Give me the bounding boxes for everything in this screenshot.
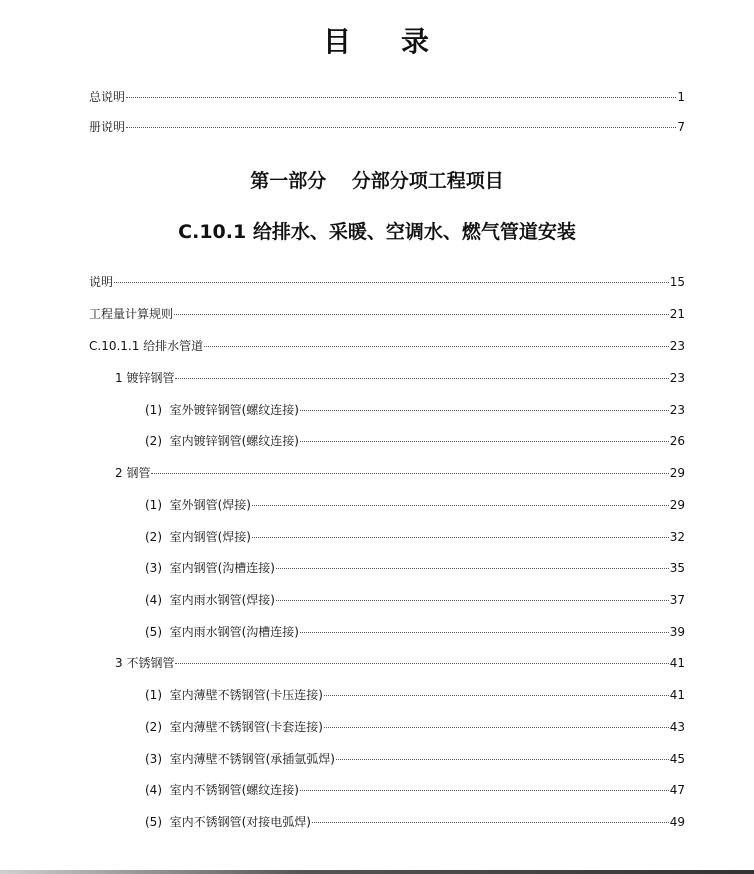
toc-entry-page: 26 <box>669 434 685 448</box>
toc-entry-label: (5) 室内雨水钢管(沟槽连接) <box>145 625 299 639</box>
leader-dots <box>276 568 669 569</box>
toc-entry-general-notes[interactable] <box>89 89 685 105</box>
toc-entry-page: 29 <box>669 498 685 512</box>
toc-entry-label: (2) 室内镀锌钢管(螺纹连接) <box>145 434 299 448</box>
part-heading: 第一部分 分部分项工程项目 <box>250 170 504 192</box>
leader-dots <box>175 663 668 664</box>
toc-entry[interactable] <box>145 782 685 798</box>
toc-entry-label: (4) 室内不锈钢管(螺纹连接) <box>145 783 299 797</box>
page-bottom-edge <box>0 870 754 874</box>
leader-dots <box>204 346 669 347</box>
toc-entry-volume-notes[interactable] <box>89 119 685 135</box>
toc-entry[interactable] <box>115 370 685 386</box>
toc-entry-label: (1) 室外钢管(焊接) <box>145 498 251 512</box>
toc-entry-page: 32 <box>669 530 685 544</box>
toc-entry-label: (2) 室内钢管(焊接) <box>145 530 251 544</box>
leader-dots <box>324 695 669 696</box>
toc-entry-label: 工程量计算规则 <box>89 307 174 321</box>
leader-dots <box>312 822 669 823</box>
toc-entry-page: 49 <box>669 815 685 829</box>
leader-dots <box>175 378 668 379</box>
toc-entry-label: 1 镀锌钢管 <box>115 371 175 385</box>
leader-dots <box>300 632 669 633</box>
leader-dots <box>300 441 669 442</box>
toc-entry[interactable] <box>145 814 685 830</box>
toc-entry-label: (3) 室内钢管(沟槽连接) <box>145 561 275 575</box>
toc-entry[interactable] <box>145 402 685 418</box>
toc-entry-label: (3) 室内薄壁不锈钢管(承插氩弧焊) <box>145 752 335 766</box>
leader-dots <box>336 759 669 760</box>
leader-dots <box>151 473 668 474</box>
leader-dots <box>252 537 669 538</box>
toc-entry-label: C.10.1.1 给排水管道 <box>89 339 204 353</box>
toc-entry-label: (5) 室内不锈钢管(对接电弧焊) <box>145 815 311 829</box>
toc-entry-page: 29 <box>669 466 685 480</box>
toc-entry-label: 说明 <box>89 275 114 289</box>
toc-entry-page: 43 <box>669 720 685 734</box>
toc-entry-page: 35 <box>669 561 685 575</box>
toc-entry[interactable] <box>145 624 685 640</box>
toc-entry[interactable] <box>145 719 685 735</box>
toc-entry[interactable] <box>89 306 685 322</box>
leader-dots <box>126 97 676 98</box>
toc-entry-page: 23 <box>669 371 685 385</box>
toc-entry-page: 21 <box>669 307 685 321</box>
page-title <box>0 20 754 60</box>
toc-entry[interactable] <box>145 433 685 449</box>
toc-entry-page: 37 <box>669 593 685 607</box>
toc-entry-page: 1 <box>677 90 685 104</box>
toc-entry-label: 总说明 <box>89 90 126 104</box>
toc-entry-label: (1) 室外镀锌钢管(螺纹连接) <box>145 403 299 417</box>
leader-dots <box>114 282 669 283</box>
toc-entry[interactable] <box>145 592 685 608</box>
toc-entry[interactable] <box>145 560 685 576</box>
leader-dots <box>300 410 669 411</box>
toc-entry-page: 23 <box>669 339 685 353</box>
toc-entry[interactable] <box>145 497 685 513</box>
toc-entry-page: 47 <box>669 783 685 797</box>
leader-dots <box>252 505 669 506</box>
toc-entry[interactable] <box>89 338 685 354</box>
toc-entry-page: 41 <box>669 688 685 702</box>
toc-entry[interactable] <box>145 687 685 703</box>
toc-entry[interactable] <box>115 465 685 481</box>
toc-entry[interactable] <box>89 274 685 290</box>
leader-dots <box>276 600 669 601</box>
leader-dots <box>174 314 669 315</box>
leader-dots <box>300 790 669 791</box>
toc-entry-label: (1) 室内薄壁不锈钢管(卡压连接) <box>145 688 323 702</box>
toc-entry-page: 45 <box>669 752 685 766</box>
toc-entry-page: 7 <box>677 120 685 134</box>
toc-entry[interactable] <box>145 751 685 767</box>
leader-dots <box>324 727 669 728</box>
leader-dots <box>126 127 676 128</box>
toc-entry[interactable] <box>115 655 685 671</box>
toc-entry-label: 2 钢管 <box>115 466 151 480</box>
title-char-left: 目 <box>322 25 353 58</box>
toc-entry-label: 册说明 <box>89 120 126 134</box>
toc-entry-label: (2) 室内薄壁不锈钢管(卡套连接) <box>145 720 323 734</box>
toc-entry-page: 41 <box>669 656 685 670</box>
toc-entry-page: 15 <box>669 275 685 289</box>
toc-entry-label: 3 不锈钢管 <box>115 656 175 670</box>
section-heading: C.10.1 给排水、采暖、空调水、燃气管道安装 <box>178 221 576 243</box>
title-char-right: 录 <box>401 25 432 58</box>
toc-entry-page: 39 <box>669 625 685 639</box>
toc-entry[interactable] <box>145 529 685 545</box>
toc-entry-label: (4) 室内雨水钢管(焊接) <box>145 593 275 607</box>
toc-entry-page: 23 <box>669 403 685 417</box>
